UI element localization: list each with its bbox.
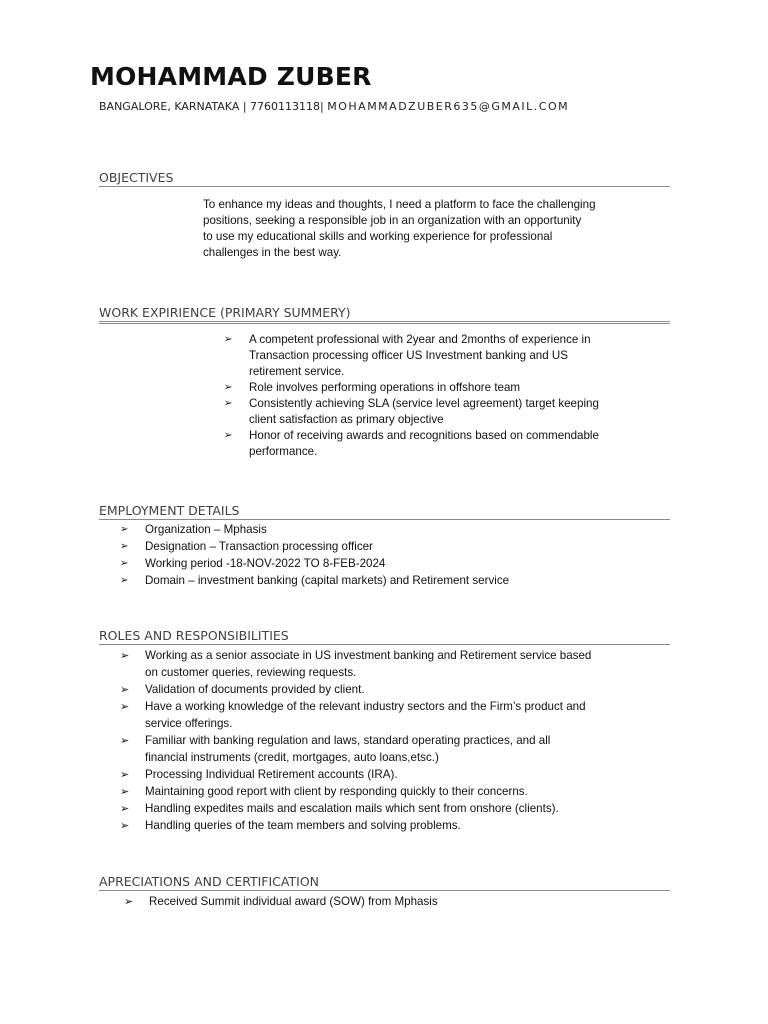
bullet-arrow-icon: ➢ bbox=[120, 683, 130, 696]
bullet-arrow-icon: ➢ bbox=[120, 575, 129, 586]
objectives-line: To enhance my ideas and thoughts, I need a platform to face the challenging bbox=[203, 198, 596, 211]
list-item: ➢ Received Summit individual award (SOW) from Mphasis bbox=[124, 895, 438, 908]
contact-email: MOHAMMADZUBER635@GMAIL.COM bbox=[327, 100, 570, 113]
objectives-heading: OBJECTIVES bbox=[99, 170, 670, 187]
contact-line bbox=[99, 100, 569, 113]
list-item: ➢ Have a working knowledge of the relevant industry sectors and the Firm’s product and service offerings. bbox=[120, 700, 586, 730]
bullet-arrow-icon: ➢ bbox=[120, 558, 129, 569]
list-item: ➢ Domain – investment banking (capital markets) and Retirement service bbox=[120, 574, 510, 587]
list-item: ➢ Handling queries of the team members and solving problems. bbox=[120, 819, 461, 832]
bullet-arrow-icon: ➢ bbox=[224, 334, 233, 345]
list-item: ➢ Consistently achieving SLA (service level agreement) target keeping client satisfaction as primary objective bbox=[224, 397, 599, 426]
certification-heading: APRECIATIONS AND CERTIFICATION bbox=[99, 874, 670, 891]
candidate-name: MOHAMMAD ZUBER bbox=[90, 62, 372, 91]
list-item: ➢ Maintaining good report with client by responding quickly to their concerns. bbox=[120, 785, 528, 798]
list-item: ➢ Honor of receiving awards and recognitions based on commendable performance. bbox=[224, 429, 599, 458]
bullet-arrow-icon: ➢ bbox=[224, 398, 233, 409]
certification-list bbox=[124, 893, 670, 910]
list-item: ➢ Familiar with banking regulation and laws, standard operating practices, and all financial instruments (credit, mortgages, auto loans,etsc.) bbox=[120, 734, 551, 764]
bullet-arrow-icon: ➢ bbox=[120, 649, 130, 662]
roles-list bbox=[120, 647, 670, 834]
contact-location-phone: BANGALORE, KARNATAKA | 7760113118| bbox=[99, 100, 324, 113]
employment-heading: EMPLOYMENT DETAILS bbox=[99, 503, 670, 520]
bullet-arrow-icon: ➢ bbox=[120, 819, 130, 832]
work-experience-heading: WORK EXPIRIENCE (PRIMARY SUMMERY) bbox=[99, 305, 670, 324]
list-item: ➢ Handling expedites mails and escalation mails which sent from onshore (clients). bbox=[120, 802, 559, 815]
list-item: ➢ Validation of documents provided by client. bbox=[120, 683, 365, 696]
list-item: ➢ Processing Individual Retirement accounts (IRA). bbox=[120, 768, 398, 781]
objectives-paragraph bbox=[203, 197, 643, 261]
list-item: ➢ Organization – Mphasis bbox=[120, 523, 267, 536]
objectives-line: positions, seeking a responsible job in an organization with an opportunity bbox=[203, 214, 582, 227]
bullet-arrow-icon: ➢ bbox=[120, 785, 130, 798]
bullet-arrow-icon: ➢ bbox=[224, 430, 233, 441]
list-item: ➢ Working as a senior associate in US investment banking and Retirement service based on customer queries, reviewing requests. bbox=[120, 649, 592, 679]
roles-heading: ROLES AND RESPONSIBILITIES bbox=[99, 628, 670, 645]
objectives-line: to use my educational skills and working experience for professional bbox=[203, 230, 553, 243]
work-experience-list bbox=[224, 332, 644, 460]
bullet-arrow-icon: ➢ bbox=[120, 541, 129, 552]
employment-list bbox=[120, 521, 670, 589]
bullet-arrow-icon: ➢ bbox=[124, 895, 134, 908]
bullet-arrow-icon: ➢ bbox=[120, 524, 129, 535]
bullet-arrow-icon: ➢ bbox=[120, 802, 130, 815]
list-item: ➢ Role involves performing operations in offshore team bbox=[224, 381, 521, 394]
bullet-arrow-icon: ➢ bbox=[120, 700, 130, 713]
objectives-line: challenges in the best way. bbox=[203, 246, 342, 259]
list-item: ➢ A competent professional with 2year and 2months of experience in Transaction processing officer US Investment banking and US retirement service. bbox=[224, 333, 591, 378]
list-item: ➢ Working period -18-NOV-2022 TO 8-FEB-2024 bbox=[120, 557, 386, 570]
bullet-arrow-icon: ➢ bbox=[120, 734, 130, 747]
bullet-arrow-icon: ➢ bbox=[224, 382, 233, 393]
bullet-arrow-icon: ➢ bbox=[120, 768, 130, 781]
list-item: ➢ Designation – Transaction processing officer bbox=[120, 540, 373, 553]
